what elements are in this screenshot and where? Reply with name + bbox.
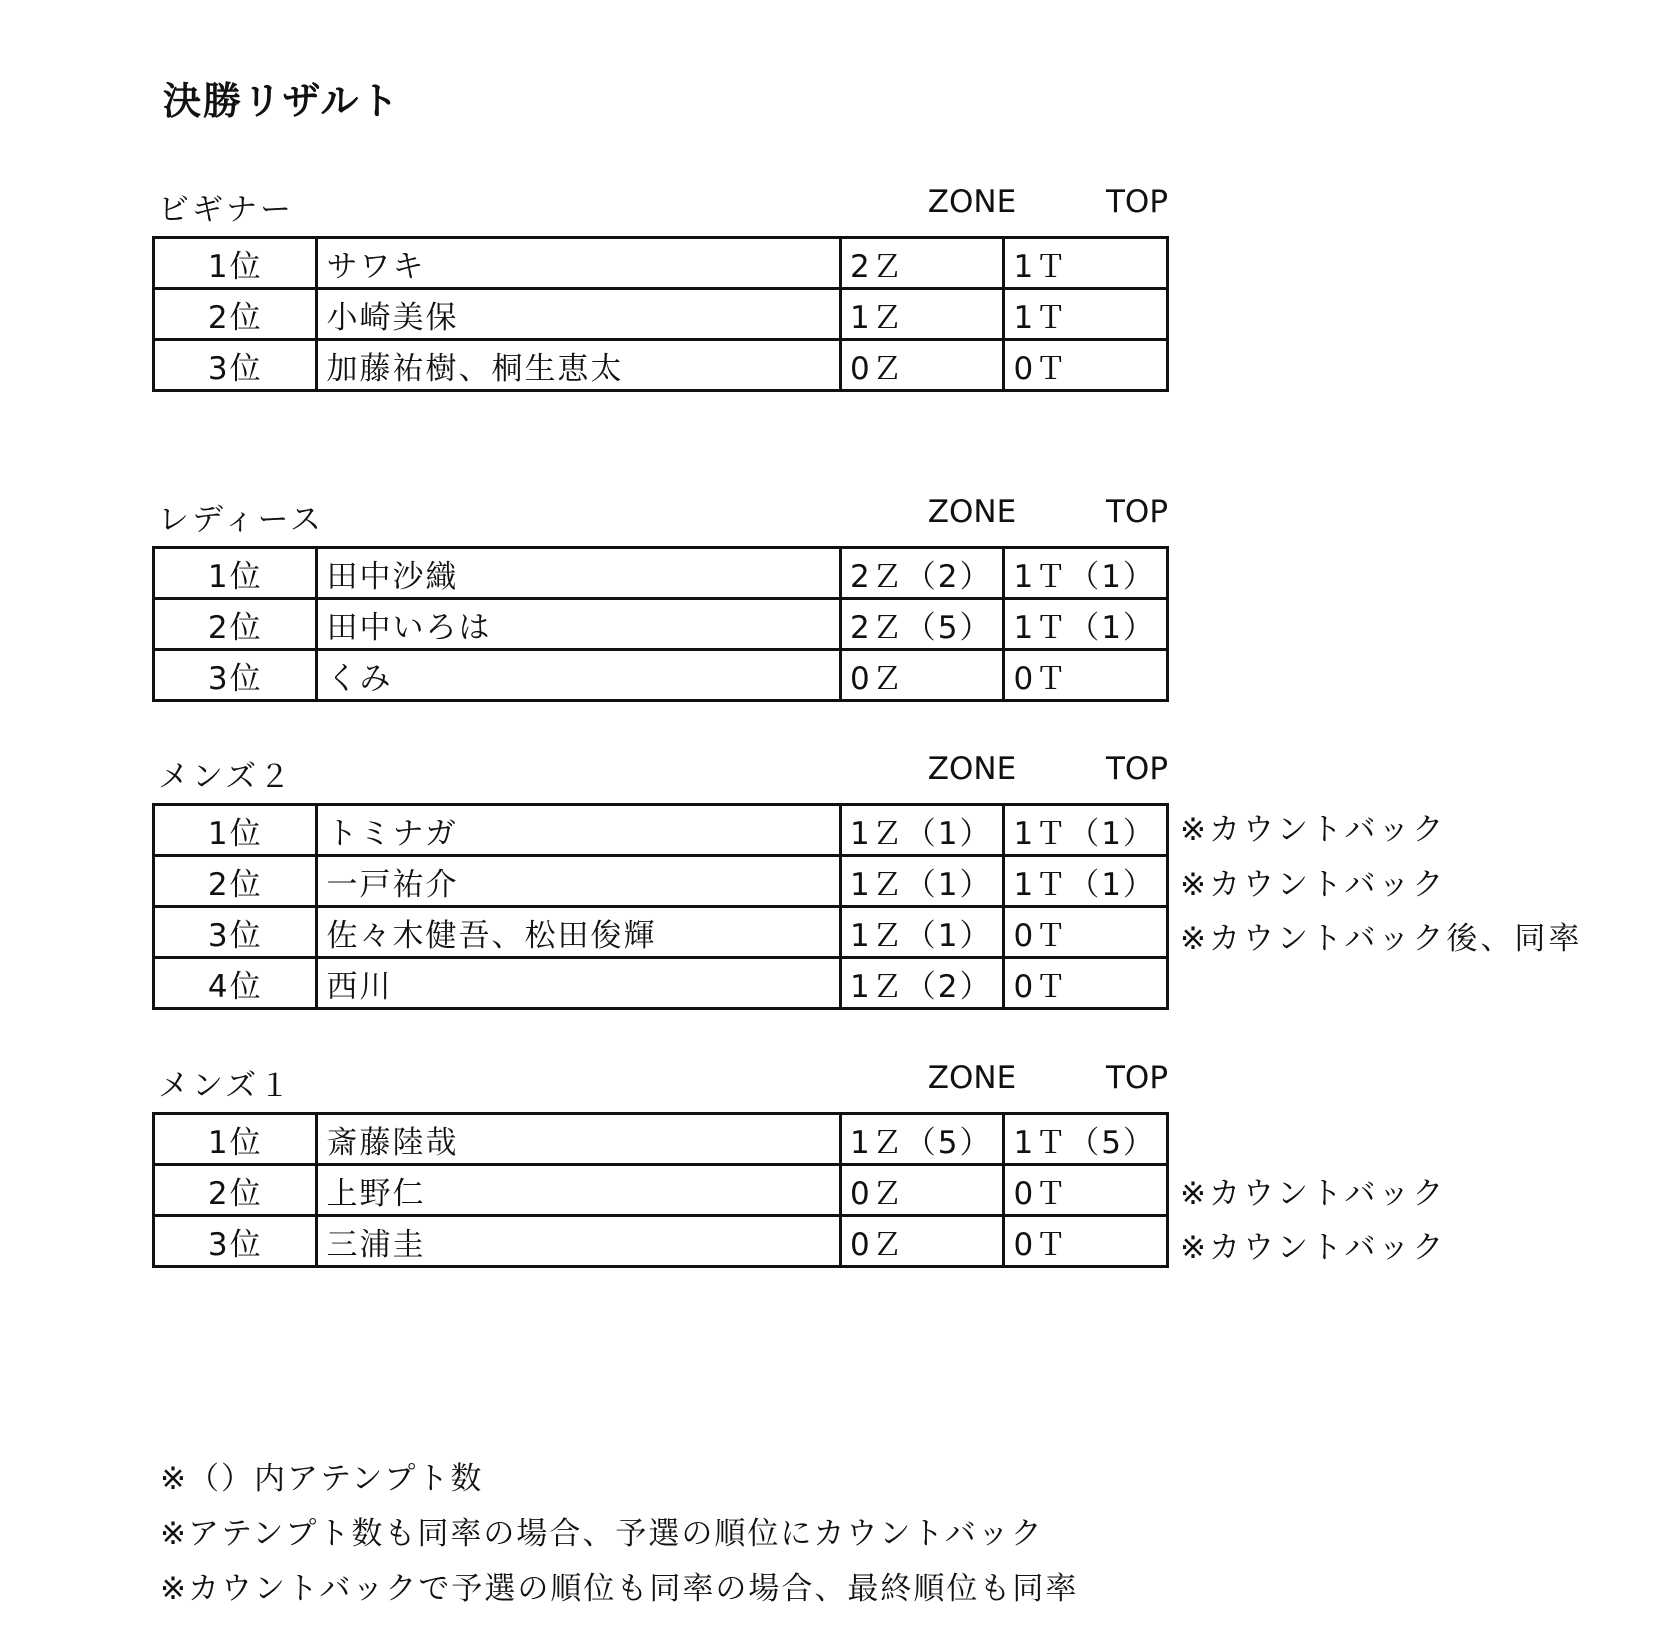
- top-cell: 1Ｔ（1）: [1004, 548, 1168, 599]
- zone-cell: 2Ｚ（5）: [841, 599, 1004, 650]
- top-column-header: TOP: [1105, 184, 1169, 220]
- row-note: ※カウントバック: [1180, 866, 1447, 903]
- footnote: ※（）内アテンプト数: [160, 1461, 484, 1497]
- footnote: ※アテンプト数も同率の場合、予選の順位にカウントバック: [160, 1516, 1044, 1552]
- row-note: ※カウントバック: [1180, 812, 1447, 848]
- top-cell: 0Ｔ: [1004, 958, 1168, 1009]
- results-table: [152, 803, 1169, 1010]
- rank-cell: 2位: [154, 599, 317, 650]
- row-note: ※カウントバック: [1180, 1175, 1447, 1212]
- top-column-header: TOP: [1105, 751, 1169, 787]
- section-1: [152, 180, 1552, 392]
- table-row: [154, 1216, 1168, 1267]
- section-header: [152, 1056, 1552, 1112]
- section-header: [152, 490, 1552, 546]
- name-cell: 田中沙織: [317, 548, 841, 599]
- name-cell: 田中いろは: [317, 599, 841, 650]
- row-note: [1172, 601, 1592, 656]
- notes-column: [1172, 803, 1592, 1022]
- name-cell: 佐々木健吾、松田俊輝: [317, 907, 841, 958]
- page-title: 決勝リザルト: [163, 79, 401, 123]
- rank-cell: 3位: [154, 340, 317, 391]
- row-note: ※カウントバック後、同率: [1180, 921, 1583, 958]
- zone-cell: 0Ｚ: [841, 1216, 1004, 1267]
- footnote: ※カウントバックで予選の順位も同率の場合、最終順位も同率: [160, 1571, 1079, 1607]
- zone-cell: 2Ｚ（2）: [841, 548, 1004, 599]
- top-column-header: TOP: [1105, 494, 1169, 530]
- section-4: [152, 1056, 1552, 1268]
- section-title: メンズ２: [158, 759, 294, 795]
- table-row: [154, 548, 1168, 599]
- name-cell: 加藤祐樹、桐生恵太: [317, 340, 841, 391]
- section-3: [152, 747, 1583, 1010]
- rank-cell: 2位: [154, 856, 317, 907]
- top-cell: 0Ｔ: [1004, 650, 1168, 701]
- section-title: メンズ１: [158, 1068, 294, 1104]
- zone-column-header: ZONE: [927, 1060, 1017, 1096]
- zone-column-header: ZONE: [927, 751, 1017, 787]
- top-cell: 1Ｔ: [1004, 289, 1168, 340]
- zone-column-header: ZONE: [927, 494, 1017, 530]
- row-note: [1172, 236, 1592, 291]
- top-column-header: TOP: [1105, 1060, 1169, 1096]
- notes-column: [1172, 236, 1592, 400]
- name-cell: トミナガ: [317, 805, 841, 856]
- row-note: [1172, 1112, 1592, 1167]
- table-row: [154, 907, 1168, 958]
- row-note: ※カウントバック: [1180, 1230, 1447, 1267]
- row-note: [1172, 546, 1592, 601]
- section-header: [152, 180, 1552, 236]
- zone-cell: 0Ｚ: [841, 650, 1004, 701]
- zone-cell: 1Ｚ（1）: [841, 805, 1004, 856]
- name-cell: サワキ: [317, 238, 841, 289]
- table-row: [154, 856, 1168, 907]
- footnotes: [160, 1452, 1078, 1617]
- top-cell: 1Ｔ（1）: [1004, 805, 1168, 856]
- rank-cell: 1位: [154, 805, 317, 856]
- zone-cell: 0Ｚ: [841, 340, 1004, 391]
- table-row: [154, 1114, 1168, 1165]
- name-cell: 西川: [317, 958, 841, 1009]
- top-cell: 1Ｔ（1）: [1004, 856, 1168, 907]
- top-cell: 1Ｔ: [1004, 238, 1168, 289]
- name-cell: くみ: [317, 650, 841, 701]
- section-header: [152, 747, 1552, 803]
- row-note: [1172, 967, 1592, 1022]
- zone-cell: 1Ｚ（1）: [841, 856, 1004, 907]
- zone-cell: 2Ｚ: [841, 238, 1004, 289]
- rank-cell: 1位: [154, 238, 317, 289]
- table-row: [154, 289, 1168, 340]
- table-row: [154, 340, 1168, 391]
- top-cell: 0Ｔ: [1004, 907, 1168, 958]
- rank-cell: 1位: [154, 1114, 317, 1165]
- name-cell: 一戸祐介: [317, 856, 841, 907]
- rank-cell: 3位: [154, 907, 317, 958]
- rank-cell: 3位: [154, 650, 317, 701]
- notes-column: [1172, 546, 1592, 710]
- top-cell: 1Ｔ（1）: [1004, 599, 1168, 650]
- table-row: [154, 805, 1168, 856]
- name-cell: 上野仁: [317, 1165, 841, 1216]
- table-row: [154, 958, 1168, 1009]
- results-table: [152, 546, 1169, 702]
- table-row: [154, 238, 1168, 289]
- table-row: [154, 1165, 1168, 1216]
- table-row: [154, 650, 1168, 701]
- zone-cell: 1Ｚ（2）: [841, 958, 1004, 1009]
- row-note: [1172, 345, 1592, 400]
- results-table: [152, 1112, 1169, 1268]
- zone-cell: 0Ｚ: [841, 1165, 1004, 1216]
- zone-column-header: ZONE: [927, 184, 1017, 220]
- name-cell: 三浦圭: [317, 1216, 841, 1267]
- table-row: [154, 599, 1168, 650]
- row-note: [1172, 655, 1592, 710]
- rank-cell: 4位: [154, 958, 317, 1009]
- rank-cell: 2位: [154, 289, 317, 340]
- section-title: レディース: [158, 502, 324, 538]
- zone-cell: 1Ｚ（5）: [841, 1114, 1004, 1165]
- top-cell: 0Ｔ: [1004, 1216, 1168, 1267]
- section-title: ビギナー: [158, 192, 294, 228]
- rank-cell: 2位: [154, 1165, 317, 1216]
- section-2: [152, 490, 1552, 702]
- zone-cell: 1Ｚ（1）: [841, 907, 1004, 958]
- notes-column: [1172, 1112, 1592, 1276]
- rank-cell: 1位: [154, 548, 317, 599]
- rank-cell: 3位: [154, 1216, 317, 1267]
- zone-cell: 1Ｚ: [841, 289, 1004, 340]
- name-cell: 小崎美保: [317, 289, 841, 340]
- top-cell: 0Ｔ: [1004, 340, 1168, 391]
- top-cell: 0Ｔ: [1004, 1165, 1168, 1216]
- results-table: [152, 236, 1169, 392]
- row-note: [1172, 291, 1592, 346]
- top-cell: 1Ｔ（5）: [1004, 1114, 1168, 1165]
- name-cell: 斎藤陸哉: [317, 1114, 841, 1165]
